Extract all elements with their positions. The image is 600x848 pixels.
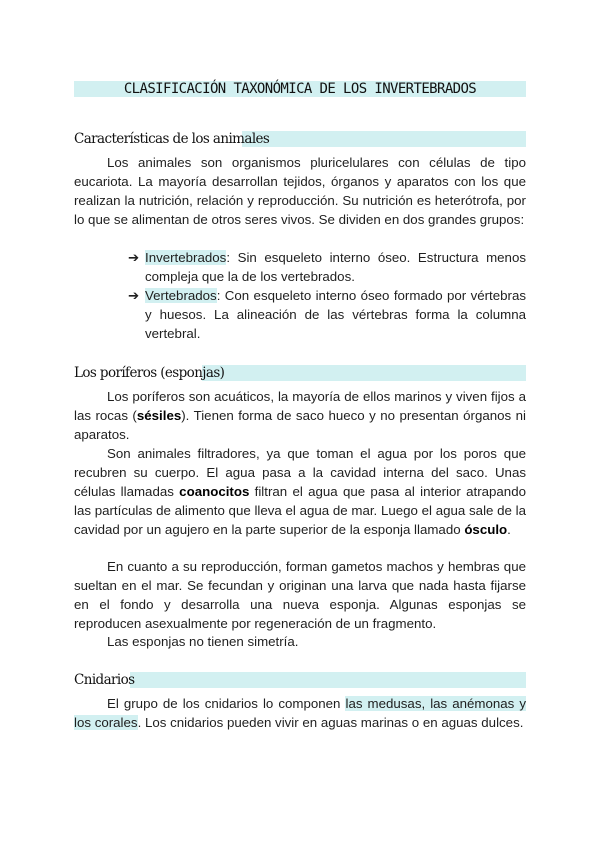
title-block [74,78,526,100]
term-sesiles: sésiles [136,408,182,424]
paragraph-poriferos-4: Las esponjas no tienen simetría. [107,634,299,649]
paragraph-poriferos-1: Los poríferos son acuáticos, la mayoría de ellos marinos y viven fijos a las rocas (sésiles). Tienen forma de saco hueco y no presentan órganos ni aparatos. [74,389,526,443]
section-heading-caracteristicas [74,129,526,149]
paragraph-intro: Los animales son organismos pluricelulares con células de tipo eucariota. La mayoría desarrollan tejidos, órganos y aparatos con los que realizan la nutrición, relación y reproducción. Su nutrición es heterótrofa, por lo que se alimentan de otros seres vivos. Se dividen en dos grandes grupos: [74,155,526,228]
list-item-invertebrados [128,248,526,286]
definition-invertebrados: : Sin esqueleto interno óseo. Estructura menos compleja que la de los vertebrados. [145,250,526,285]
term-osculo: ósculo [464,522,508,538]
highlight-cnidarios-members: las medusas, las anémonas y los corales [74,696,526,731]
arrow-right-icon: ➔ [128,250,140,265]
term-invertebrados: Invertebrados [145,250,227,265]
list-item-vertebrados [128,286,526,343]
heading-highlight-band [130,672,526,688]
group-list [128,248,526,343]
page-title: CLASIFICACIÓN TAXONÓMICA DE LOS INVERTEBRADOS [123,81,477,97]
section-heading-text: Cnidarios [74,672,135,688]
section-heading-cnidarios [74,670,526,690]
paragraph-poriferos-3: En cuanto a su reproducción, forman gametos machos y hembras que sueltan en el mar. Se fecundan y originan una larva que nada hasta fijarse en el fondo y desarrolla una nueva esponja. Algunas esponjas se reproducen asexualmente por regeneración de un fragmento. [74,559,526,632]
paragraph-poriferos-2: Son animales filtradores, ya que toman el agua por los poros que recubren su cuerpo. El agua pasa a la cavidad interna del saco. Unas células llamadas coanocitos filtran el agua que pasa al interior atrapando las partículas de alimento que lleva el agua de mar. Luego el agua sale de la cavidad por un agujero en la parte superior de la esponja llamado ósculo. [74,446,526,538]
section-heading-text: Características de los animales [74,131,270,147]
paragraph-cnidarios: El grupo de los cnidarios lo componen las medusas, las anémonas y los corales. Los cnidarios pueden vivir en aguas marinas o en aguas dulces. [74,696,526,731]
heading-highlight-band [202,365,526,381]
definition-vertebrados: : Con esqueleto interno óseo formado por vértebras y huesos. La alineación de las vértebras forma la columna vertebral. [145,288,526,342]
term-vertebrados: Vertebrados [145,288,217,304]
section-heading-poriferos [74,363,526,383]
section-heading-text: Los poríferos (esponjas) [74,365,225,381]
arrow-right-icon: ➔ [128,288,140,304]
heading-highlight-band [242,131,526,147]
term-coanocitos: coanocitos [179,484,250,500]
